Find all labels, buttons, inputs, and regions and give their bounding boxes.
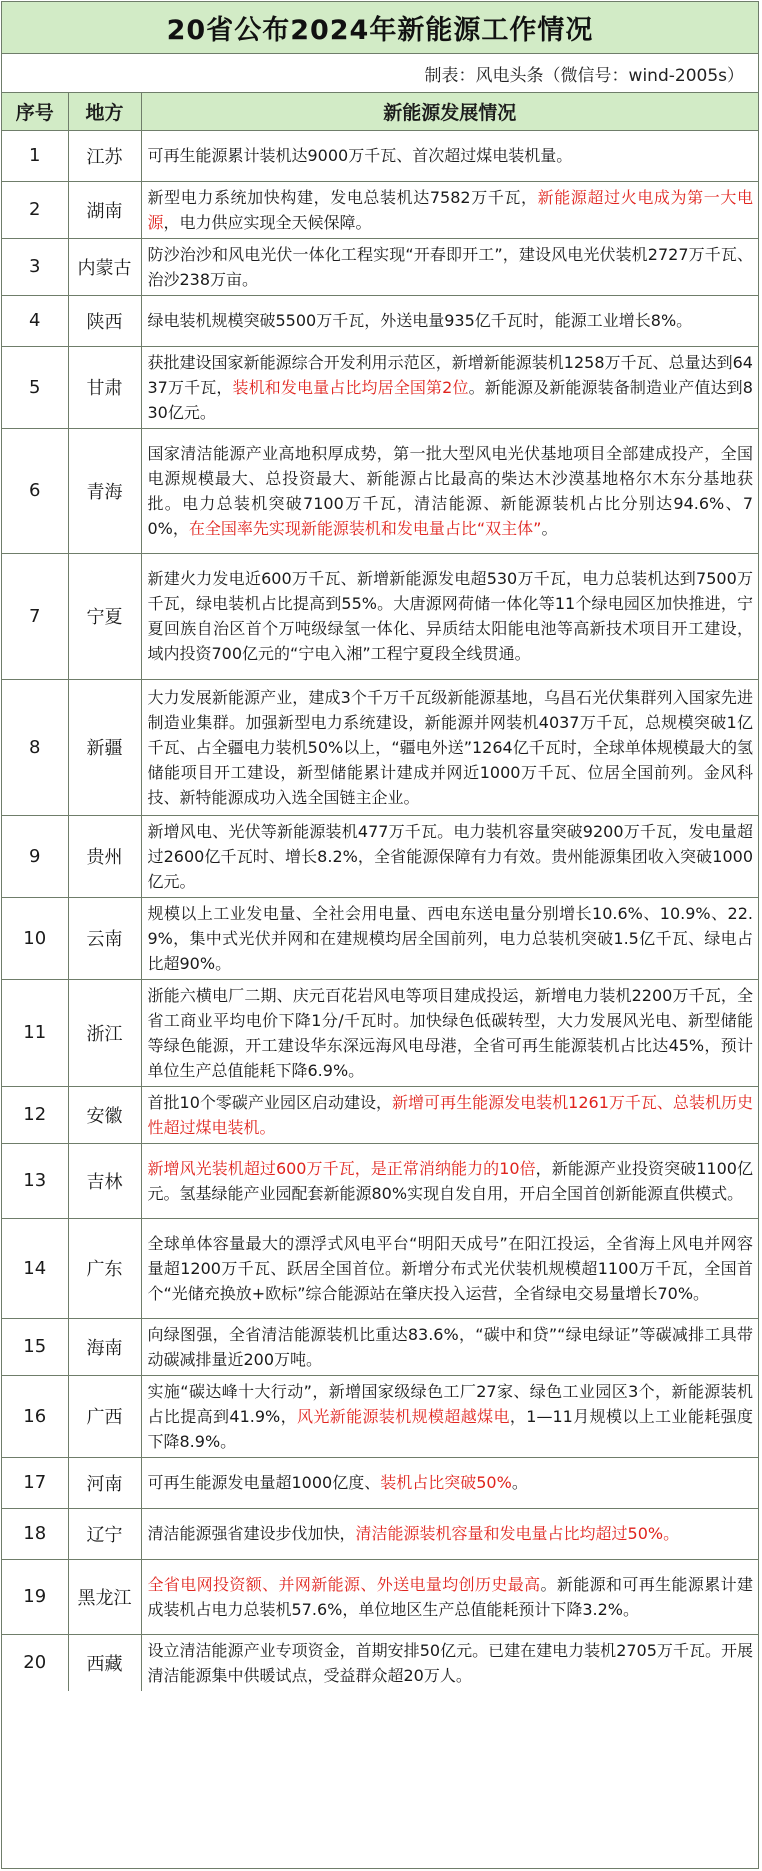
row-description	[141, 897, 758, 979]
row-number: 8	[2, 679, 68, 815]
row-number: 2	[2, 181, 68, 238]
row-province: 湖南	[68, 181, 141, 238]
table-row	[2, 130, 758, 181]
description-text: 。新能源及新能源装备制造业产值达到830亿元。	[147, 377, 753, 422]
description-text: 首批10个零碳产业园区启动建设，	[147, 1092, 393, 1112]
highlight-text: 新增可再生能源发电装机1261万千瓦、总装机历史性超过煤电装机。	[147, 1092, 753, 1137]
column-header-description: 新能源发展情况	[141, 93, 758, 130]
row-province: 宁夏	[68, 553, 141, 679]
row-description	[141, 130, 758, 181]
row-province: 广东	[68, 1218, 141, 1318]
row-description	[141, 815, 758, 897]
description-text: ，电力供应实现全天候保障。	[163, 212, 372, 232]
description-text: 规模以上工业发电量、全社会用电量、西电东送电量分别增长10.6%、10.9%、22.9%，集中式光伏并网和在建规模均居全国前列，电力总装机突破1.5亿千瓦、绿电占比超90%。	[147, 903, 753, 973]
row-number: 19	[2, 1559, 68, 1634]
table-row	[2, 181, 758, 238]
table-row	[2, 679, 758, 815]
row-province: 安徽	[68, 1086, 141, 1143]
row-description	[141, 1143, 758, 1218]
row-number: 12	[2, 1086, 68, 1143]
column-header-no: 序号	[2, 93, 68, 130]
page-title: 20省公布2024年新能源工作情况	[2, 2, 758, 54]
row-province: 黑龙江	[68, 1559, 141, 1634]
table-row	[2, 815, 758, 897]
description-text: 获批建设国家新能源综合开发利用示范区，新增新能源装机1258万千瓦、总量达到6437万千瓦，	[147, 352, 753, 397]
row-province: 青海	[68, 428, 141, 553]
description-text: 清洁能源强省建设步伐加快，	[147, 1524, 356, 1543]
table-row	[2, 1559, 758, 1634]
row-number: 11	[2, 979, 68, 1086]
description-text: 新建火力发电近600万千瓦、新增新能源发电超530万千瓦，电力总装机达到7500万千瓦，绿电装机占比提高到55%。大唐源网荷储一体化等11个绿电园区加快推进，宁夏回族自治区首个万吨级绿氢一体化、异质结太阳能电池等高新技术项目开工建设，域内投资700亿元的“宁电入湘”工程宁夏段全线贯通。	[147, 569, 753, 663]
highlight-text: 在全国率先实现新能源装机和发电量占比“双主体”	[188, 518, 542, 538]
row-province: 贵州	[68, 815, 141, 897]
row-description	[141, 1559, 758, 1634]
row-province: 海南	[68, 1318, 141, 1375]
table-row	[2, 1375, 758, 1457]
table-row	[2, 1218, 758, 1318]
row-description	[141, 238, 758, 295]
row-number: 1	[2, 130, 68, 181]
row-province: 西藏	[68, 1634, 141, 1691]
row-number: 18	[2, 1508, 68, 1559]
row-description	[141, 1634, 758, 1691]
row-description	[141, 1457, 758, 1508]
row-province: 辽宁	[68, 1508, 141, 1559]
description-text: 可再生能源累计装机达9000万千瓦、首次超过煤电装机量。	[147, 146, 573, 165]
description-text: ，1—11月规模以上工业能耗强度下降8.9%。	[147, 1406, 753, 1451]
row-province: 甘肃	[68, 346, 141, 428]
row-description	[141, 1318, 758, 1375]
row-number: 9	[2, 815, 68, 897]
row-description	[141, 1508, 758, 1559]
row-province: 云南	[68, 897, 141, 979]
highlight-text: 新能源超过火电成为第一大电源	[147, 187, 753, 232]
table-row	[2, 553, 758, 679]
description-text: 绿电装机规模突破5500万千瓦，外送电量935亿千瓦时，能源工业增长8%。	[147, 311, 693, 330]
row-number: 17	[2, 1457, 68, 1508]
row-number: 16	[2, 1375, 68, 1457]
description-text: 。新能源和可再生能源累计建成装机占电力总装机57.6%，单位地区生产总值能耗预计下降3.2%。	[147, 1574, 753, 1619]
description-text: 向绿图强，全省清洁能源装机比重达83.6%，“碳中和贷”“绿电绿证”等碳减排工具带动碳减排量近200万吨。	[147, 1324, 753, 1369]
description-text: 实施“碳达峰十大行动”，新增国家级绿色工厂27家、绿色工业园区3个，新能源装机占比提高到41.9%，	[147, 1381, 753, 1426]
row-description	[141, 181, 758, 238]
row-province: 江苏	[68, 130, 141, 181]
row-description	[141, 553, 758, 679]
description-text: 新型电力系统加快构建，发电总装机达7582万千瓦，	[147, 187, 538, 207]
description-text: 防沙治沙和风电光伏一体化工程实现“开春即开工”，建设风电光伏装机2727万千瓦、治沙238万亩。	[147, 244, 753, 289]
row-number: 4	[2, 295, 68, 346]
description-text: 。	[541, 518, 558, 538]
description-text: 大力发展新能源产业，建成3个千万千瓦级新能源基地，乌昌石光伏集群列入国家先进制造业集群。加强新型电力系统建设，新能源并网装机4037万千瓦，总规模突破1亿千瓦、占全疆电力装机50%以上，“疆电外送”1264亿千瓦时，全球单体规模最大的氢储能项目开工建设，新型储能累计建成并网近1000万千瓦、位居全国前列。金风科技、新特能源成功入选全国链主企业。	[147, 687, 753, 807]
highlight-text: 清洁能源装机容量和发电量占比均超过50%。	[355, 1524, 680, 1543]
table-row	[2, 979, 758, 1086]
row-description	[141, 428, 758, 553]
highlight-text: 全省电网投资额、并网新能源、外送电量均创历史最高	[147, 1574, 541, 1594]
row-province: 广西	[68, 1375, 141, 1457]
row-number: 14	[2, 1218, 68, 1318]
row-description	[141, 1086, 758, 1143]
row-description	[141, 979, 758, 1086]
row-number: 7	[2, 553, 68, 679]
table-row	[2, 1143, 758, 1218]
table-row	[2, 897, 758, 979]
highlight-text: 风光新能源装机规模超越煤电	[296, 1406, 510, 1426]
description-text: 国家清洁能源产业高地积厚成势，第一批大型风电光伏基地项目全部建成投产，全国电源规模最大、总投资最大、新能源占比最高的柴达木沙漠基地格尔木东分基地获批。电力总装机突破7100万千瓦，清洁能源、新能源装机占比分别达94.6%、70%，	[147, 443, 753, 538]
row-description	[141, 346, 758, 428]
row-description	[141, 679, 758, 815]
column-header-place: 地方	[68, 93, 141, 130]
row-province: 新疆	[68, 679, 141, 815]
table-row	[2, 1318, 758, 1375]
table-row	[2, 1086, 758, 1143]
description-text: 可再生能源发电量超1000亿度、	[147, 1473, 381, 1492]
description-text: 。	[511, 1473, 528, 1492]
row-number: 10	[2, 897, 68, 979]
table-row	[2, 238, 758, 295]
highlight-text: 装机和发电量占比均居全国第2位	[232, 377, 469, 397]
table-row	[2, 295, 758, 346]
credit-line: 制表：风电头条（微信号：wind-2005s）	[2, 54, 758, 93]
table-row	[2, 1457, 758, 1508]
table-header-row	[2, 93, 758, 130]
row-province: 浙江	[68, 979, 141, 1086]
row-number: 6	[2, 428, 68, 553]
row-number: 13	[2, 1143, 68, 1218]
summary-sheet	[1, 1, 759, 1869]
row-province: 吉林	[68, 1143, 141, 1218]
row-number: 20	[2, 1634, 68, 1691]
description-text: 全球单体容量最大的漂浮式风电平台“明阳天成号”在阳江投运，全省海上风电并网容量超1200万千瓦、跃居全国首位。新增分布式光伏装机规模超1100万千瓦，全国首个“光储充换放+欧标”综合能源站在肇庆投入运营，全省绿电交易量增长70%。	[147, 1233, 753, 1303]
highlight-text: 装机占比突破50%	[380, 1473, 512, 1492]
highlight-text: 新增风光装机超过600万千瓦，是正常消纳能力的10倍	[147, 1158, 536, 1178]
row-description	[141, 295, 758, 346]
row-description	[141, 1375, 758, 1457]
row-province: 内蒙古	[68, 238, 141, 295]
table-row	[2, 346, 758, 428]
description-text: ，新能源产业投资突破1100亿元。氢基绿能产业园配套新能源80%实现自发自用，开启全国首创新能源直供模式。	[147, 1158, 753, 1203]
description-text: 浙能六横电厂二期、庆元百花岩风电等项目建成投运，新增电力装机2200万千瓦，全省工商业平均电价下降1分/千瓦时。加快绿色低碳转型，大力发展风光电、新型储能等绿色能源，开工建设华东深远海风电母港，全省可再生能源装机占比达45%，预计单位生产总值能耗下降6.9%。	[147, 985, 753, 1080]
row-province: 陕西	[68, 295, 141, 346]
table-row	[2, 1508, 758, 1559]
description-text: 设立清洁能源产业专项资金，首期安排50亿元。已建在建电力装机2705万千瓦。开展清洁能源集中供暖试点，受益群众超20万人。	[147, 1640, 753, 1685]
row-number: 5	[2, 346, 68, 428]
row-description	[141, 1218, 758, 1318]
table-row	[2, 428, 758, 553]
table-row	[2, 1634, 758, 1691]
data-table	[2, 93, 758, 1691]
row-number: 3	[2, 238, 68, 295]
description-text: 新增风电、光伏等新能源装机477万千瓦。电力装机容量突破9200万千瓦，发电量超过2600亿千瓦时、增长8.2%，全省能源保障有力有效。贵州能源集团收入突破1000亿元。	[147, 821, 753, 891]
row-number: 15	[2, 1318, 68, 1375]
row-province: 河南	[68, 1457, 141, 1508]
